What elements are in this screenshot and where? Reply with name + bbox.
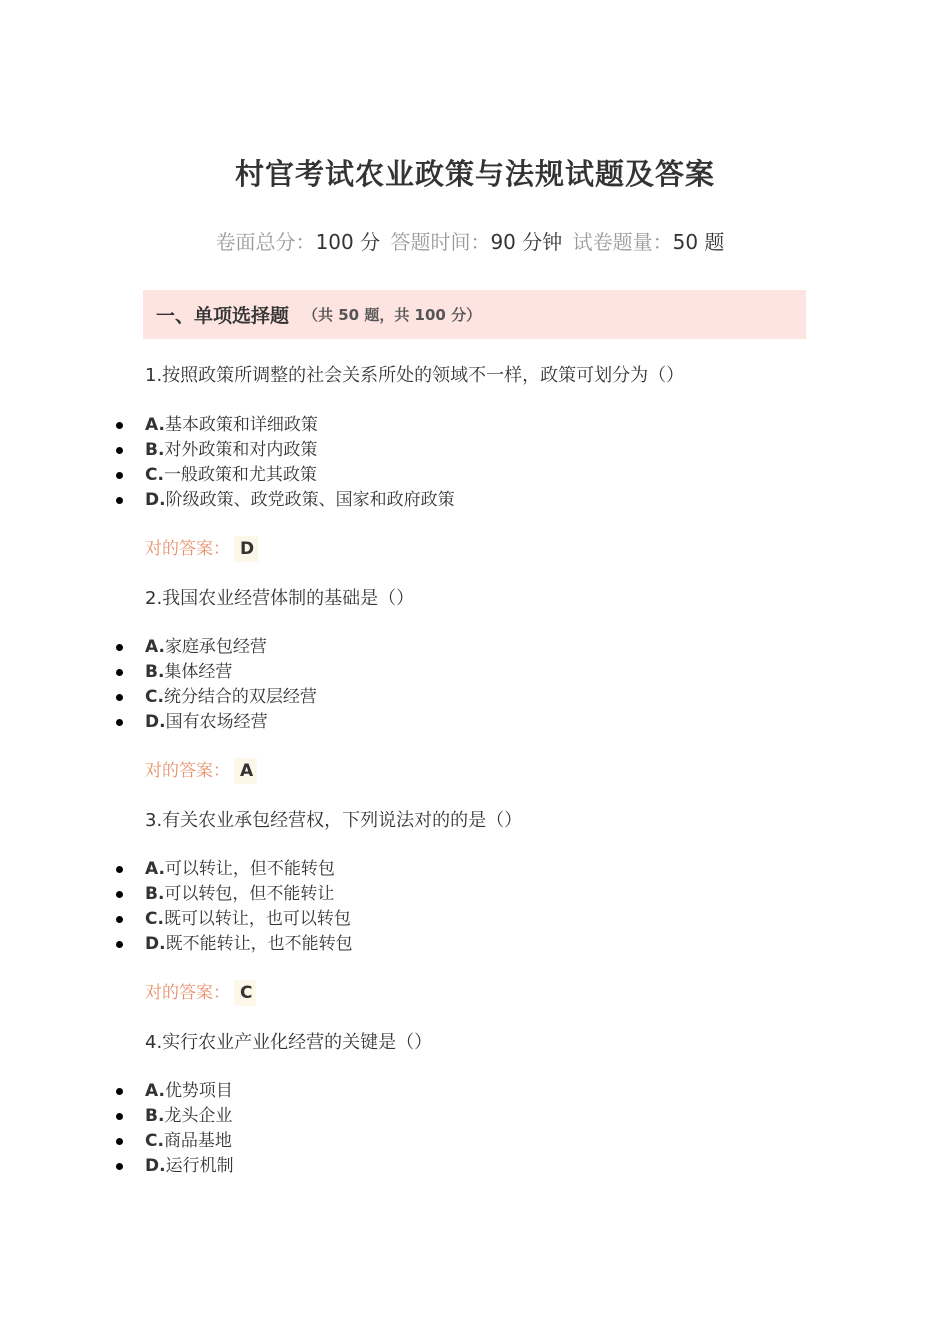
bullet-icon bbox=[116, 1138, 123, 1145]
bullet-icon bbox=[116, 694, 123, 701]
option-letter: B. bbox=[145, 1106, 165, 1126]
option-letter: C. bbox=[145, 687, 164, 707]
option-letter: D. bbox=[145, 712, 166, 732]
answer-value: D bbox=[234, 536, 258, 562]
option-item[interactable] bbox=[145, 882, 353, 907]
option-item[interactable] bbox=[145, 1154, 234, 1179]
section-subtitle: （共 50 题，共 100 分） bbox=[303, 306, 482, 324]
option-item[interactable] bbox=[145, 685, 317, 710]
option-letter: D. bbox=[145, 490, 166, 510]
option-item[interactable] bbox=[145, 932, 353, 957]
option-text: 龙头企业 bbox=[164, 1106, 233, 1126]
bullet-icon bbox=[116, 497, 123, 504]
option-text: 统分结合的双层经营 bbox=[163, 687, 317, 707]
section-title: 一、单项选择题 bbox=[156, 305, 290, 327]
question-count-value: 50 题 bbox=[672, 230, 725, 254]
bullet-icon bbox=[116, 669, 123, 676]
question-text: 1.按照政策所调整的社会关系所处的领域不一样，政策可划分为（） bbox=[145, 365, 685, 386]
option-list bbox=[145, 857, 353, 957]
bullet-icon bbox=[116, 719, 123, 726]
option-text: 阶级政策、政党政策、国家和政府政策 bbox=[165, 490, 455, 510]
option-list bbox=[145, 1079, 234, 1179]
option-item[interactable] bbox=[145, 660, 317, 685]
option-letter: C. bbox=[145, 465, 164, 485]
option-text: 基本政策和详细政策 bbox=[164, 415, 318, 435]
option-text: 既不能转让，也不能转包 bbox=[165, 934, 353, 954]
option-letter: C. bbox=[145, 909, 164, 929]
option-letter: B. bbox=[145, 440, 165, 460]
option-text: 优势项目 bbox=[164, 1081, 233, 1101]
bullet-icon bbox=[116, 1113, 123, 1120]
bullet-icon bbox=[116, 447, 123, 454]
answer-label: 对的答案： bbox=[145, 761, 230, 781]
option-text: 对外政策和对内政策 bbox=[164, 440, 318, 460]
answer-value: A bbox=[234, 758, 257, 784]
option-item[interactable] bbox=[145, 463, 455, 488]
option-letter: B. bbox=[145, 884, 165, 904]
section-header bbox=[143, 290, 806, 339]
option-text: 既可以转让，也可以转包 bbox=[163, 909, 351, 929]
option-letter: B. bbox=[145, 662, 165, 682]
bullet-icon bbox=[116, 891, 123, 898]
option-text: 商品基地 bbox=[163, 1131, 232, 1151]
option-text: 集体经营 bbox=[164, 662, 233, 682]
answer-line bbox=[145, 980, 256, 1006]
answer-value: C bbox=[234, 980, 256, 1006]
answer-label: 对的答案： bbox=[145, 983, 230, 1003]
question-text: 4.实行农业产业化经营的关键是（） bbox=[145, 1032, 433, 1053]
bullet-icon bbox=[116, 644, 123, 651]
option-item[interactable] bbox=[145, 635, 317, 660]
time-value: 90 分钟 bbox=[490, 230, 563, 254]
bullet-icon bbox=[116, 1163, 123, 1170]
exam-meta bbox=[0, 226, 944, 258]
option-item[interactable] bbox=[145, 438, 455, 463]
bullet-icon bbox=[116, 472, 123, 479]
option-letter: A. bbox=[145, 1081, 165, 1101]
option-text: 运行机制 bbox=[165, 1156, 234, 1176]
answer-line bbox=[145, 758, 257, 784]
option-item[interactable] bbox=[145, 413, 455, 438]
option-text: 可以转让，但不能转包 bbox=[164, 859, 335, 879]
bullet-icon bbox=[116, 916, 123, 923]
answer-label: 对的答案： bbox=[145, 539, 230, 559]
page-title: 村官考试农业政策与法规试题及答案 bbox=[234, 157, 715, 191]
answer-line bbox=[145, 536, 258, 562]
option-letter: A. bbox=[145, 859, 165, 879]
option-letter: A. bbox=[145, 415, 165, 435]
option-text: 可以转包，但不能转让 bbox=[164, 884, 335, 904]
option-item[interactable] bbox=[145, 1104, 234, 1129]
question-text: 2.我国农业经营体制的基础是（） bbox=[145, 588, 415, 609]
total-score-value: 100 分 bbox=[315, 230, 381, 254]
option-letter: C. bbox=[145, 1131, 164, 1151]
option-text: 一般政策和尤其政策 bbox=[163, 465, 317, 485]
question-count-label: 试卷题量： bbox=[572, 230, 673, 254]
option-list bbox=[145, 413, 455, 513]
time-label: 答题时间： bbox=[390, 230, 491, 254]
option-letter: A. bbox=[145, 637, 165, 657]
option-item[interactable] bbox=[145, 488, 455, 513]
option-item[interactable] bbox=[145, 857, 353, 882]
bullet-icon bbox=[116, 422, 123, 429]
bullet-icon bbox=[116, 941, 123, 948]
bullet-icon bbox=[116, 866, 123, 873]
option-text: 国有农场经营 bbox=[165, 712, 268, 732]
option-item[interactable] bbox=[145, 907, 353, 932]
option-text: 家庭承包经营 bbox=[164, 637, 267, 657]
option-letter: D. bbox=[145, 934, 166, 954]
bullet-icon bbox=[116, 1088, 123, 1095]
option-letter: D. bbox=[145, 1156, 166, 1176]
option-item[interactable] bbox=[145, 710, 317, 735]
option-item[interactable] bbox=[145, 1079, 234, 1104]
total-score-label: 卷面总分： bbox=[215, 230, 316, 254]
option-list bbox=[145, 635, 317, 735]
option-item[interactable] bbox=[145, 1129, 234, 1154]
question-text: 3.有关农业承包经营权，下列说法对的的是（） bbox=[145, 810, 523, 831]
